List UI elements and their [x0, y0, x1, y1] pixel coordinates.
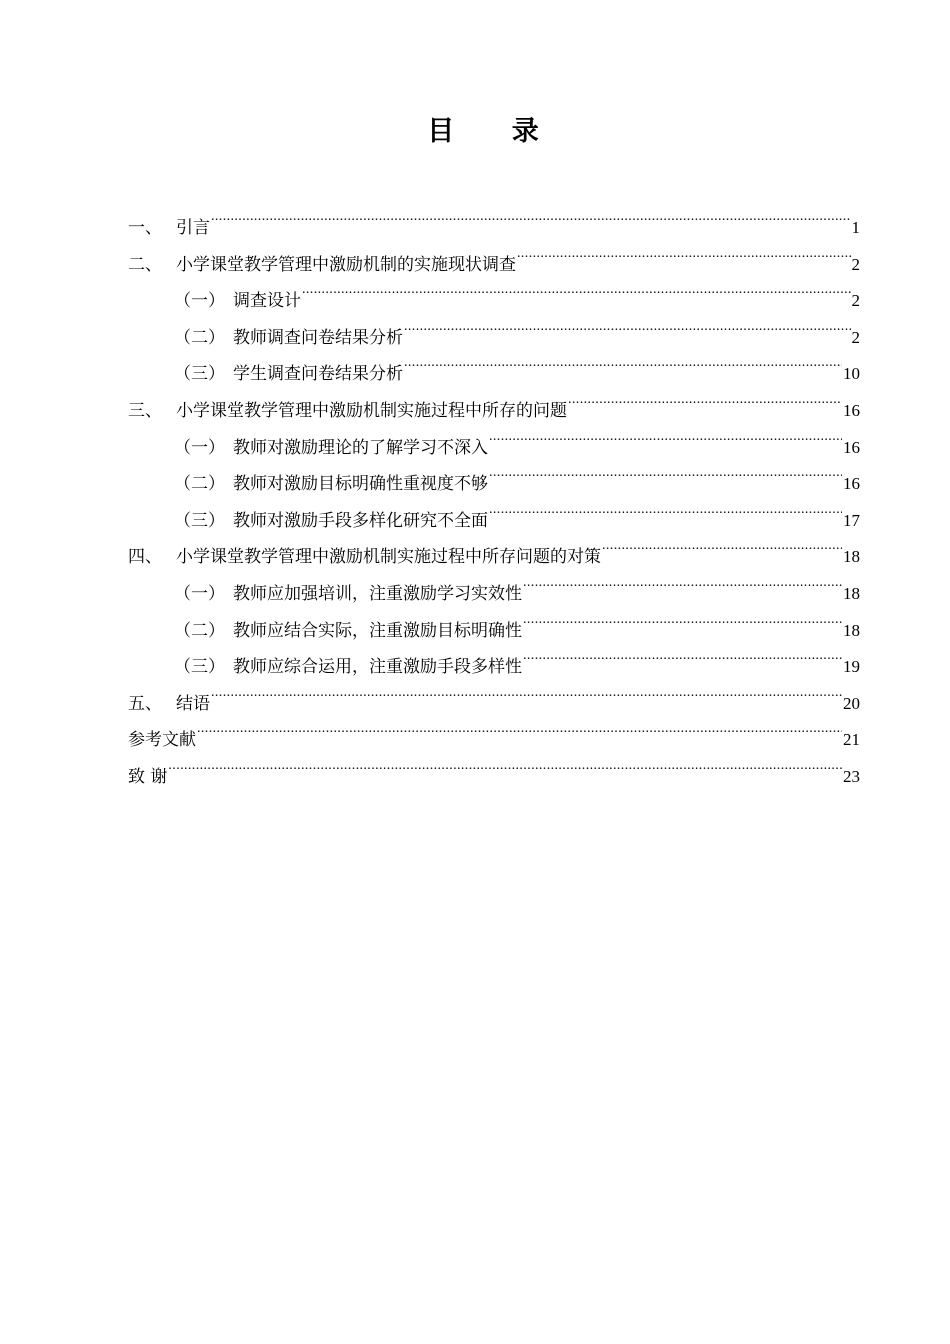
toc-entry-number: 一、 — [128, 218, 162, 238]
toc-entry-text: 教师对激励理论的了解学习不深入 — [233, 437, 488, 458]
toc-entry-number: （一） — [174, 291, 225, 312]
toc-entry-text: 教师应结合实际，注重激励目标明确性 — [233, 620, 522, 641]
dot-leader — [211, 197, 851, 233]
toc-entry-number: （一） — [174, 437, 225, 458]
toc-entry-number: 三、 — [128, 400, 162, 421]
dot-leader — [211, 673, 842, 709]
dot-leader — [568, 380, 842, 416]
dot-leader — [523, 636, 842, 672]
toc-entry-conclusion[interactable] — [128, 673, 860, 714]
toc-entry-number: 五、 — [128, 693, 162, 714]
dot-leader — [517, 234, 851, 270]
toc-entry-number: （二） — [174, 474, 225, 495]
toc-entry-number: 四、 — [128, 547, 162, 568]
toc-entry-page: 2 — [851, 327, 860, 347]
dot-leader — [197, 709, 842, 745]
toc-entry-page: 18 — [843, 547, 860, 567]
toc-entry-page: 16 — [843, 437, 860, 457]
toc-entry-text: 学生调查问卷结果分析 — [233, 364, 403, 385]
toc-entry-number: （三） — [174, 657, 225, 678]
toc-entry-page: 2 — [851, 291, 860, 311]
toc-entry-number: （二） — [174, 327, 225, 348]
dot-leader — [489, 490, 842, 526]
toc-entry-text: 教师调查问卷结果分析 — [233, 327, 403, 348]
toc-entry-text: 致 谢 — [128, 766, 168, 787]
toc-entry-text: 结语 — [176, 693, 210, 714]
toc-entry-page: 23 — [843, 766, 860, 786]
toc-entry-text: 小学课堂教学管理中激励机制实施过程中所存问题的对策 — [176, 547, 601, 568]
dot-leader — [404, 343, 842, 379]
dot-leader — [404, 307, 851, 343]
toc-entry-page: 18 — [843, 620, 860, 640]
toc-entry-page: 16 — [843, 474, 860, 494]
toc-entry-text: 教师对激励手段多样化研究不全面 — [233, 510, 488, 531]
dot-leader — [489, 417, 842, 453]
toc-entry-page: 10 — [843, 364, 860, 384]
toc-entry-page: 19 — [843, 657, 860, 677]
toc-entry-number: 二、 — [128, 254, 162, 275]
toc-entry-page: 18 — [843, 583, 860, 603]
toc-entry-page: 17 — [843, 510, 860, 530]
toc-entry-references[interactable] — [128, 709, 860, 751]
toc-entry-page: 1 — [851, 218, 860, 237]
toc-entry-chapter-2[interactable] — [128, 234, 860, 275]
toc-entry-text: 小学课堂教学管理中激励机制实施过程中所存的问题 — [176, 400, 567, 421]
toc-entry-number: （二） — [174, 620, 225, 641]
toc-entry-text: 教师对激励目标明确性重视度不够 — [233, 474, 488, 495]
toc-entry-number: （三） — [174, 510, 225, 531]
toc-entry-text: 引言 — [176, 218, 210, 238]
dot-leader — [602, 526, 842, 562]
toc-entry-acknowledgements[interactable] — [128, 746, 860, 787]
toc-entry-introduction[interactable] — [128, 197, 860, 238]
toc-entry-text: 教师应加强培训，注重激励学习实效性 — [233, 583, 522, 604]
dot-leader — [168, 746, 842, 782]
table-of-contents — [128, 197, 860, 787]
dot-leader — [523, 600, 842, 636]
toc-entry-page: 20 — [843, 693, 860, 713]
toc-entry-text: 小学课堂教学管理中激励机制的实施现状调查 — [176, 254, 516, 275]
toc-entry-page: 16 — [843, 400, 860, 420]
toc-entry-number: （三） — [174, 364, 225, 385]
toc-entry-text: 教师应综合运用，注重激励手段多样性 — [233, 657, 522, 678]
dot-leader — [489, 453, 842, 489]
toc-entry-page: 2 — [851, 254, 860, 274]
toc-entry-page: 21 — [843, 730, 860, 750]
dot-leader — [302, 270, 851, 306]
toc-entry-text: 调查设计 — [233, 291, 301, 312]
dot-leader — [523, 563, 842, 599]
toc-entry-number: （一） — [174, 583, 225, 604]
toc-entry-text: 参考文献 — [128, 730, 196, 751]
toc-title: 目 录 — [427, 116, 563, 147]
